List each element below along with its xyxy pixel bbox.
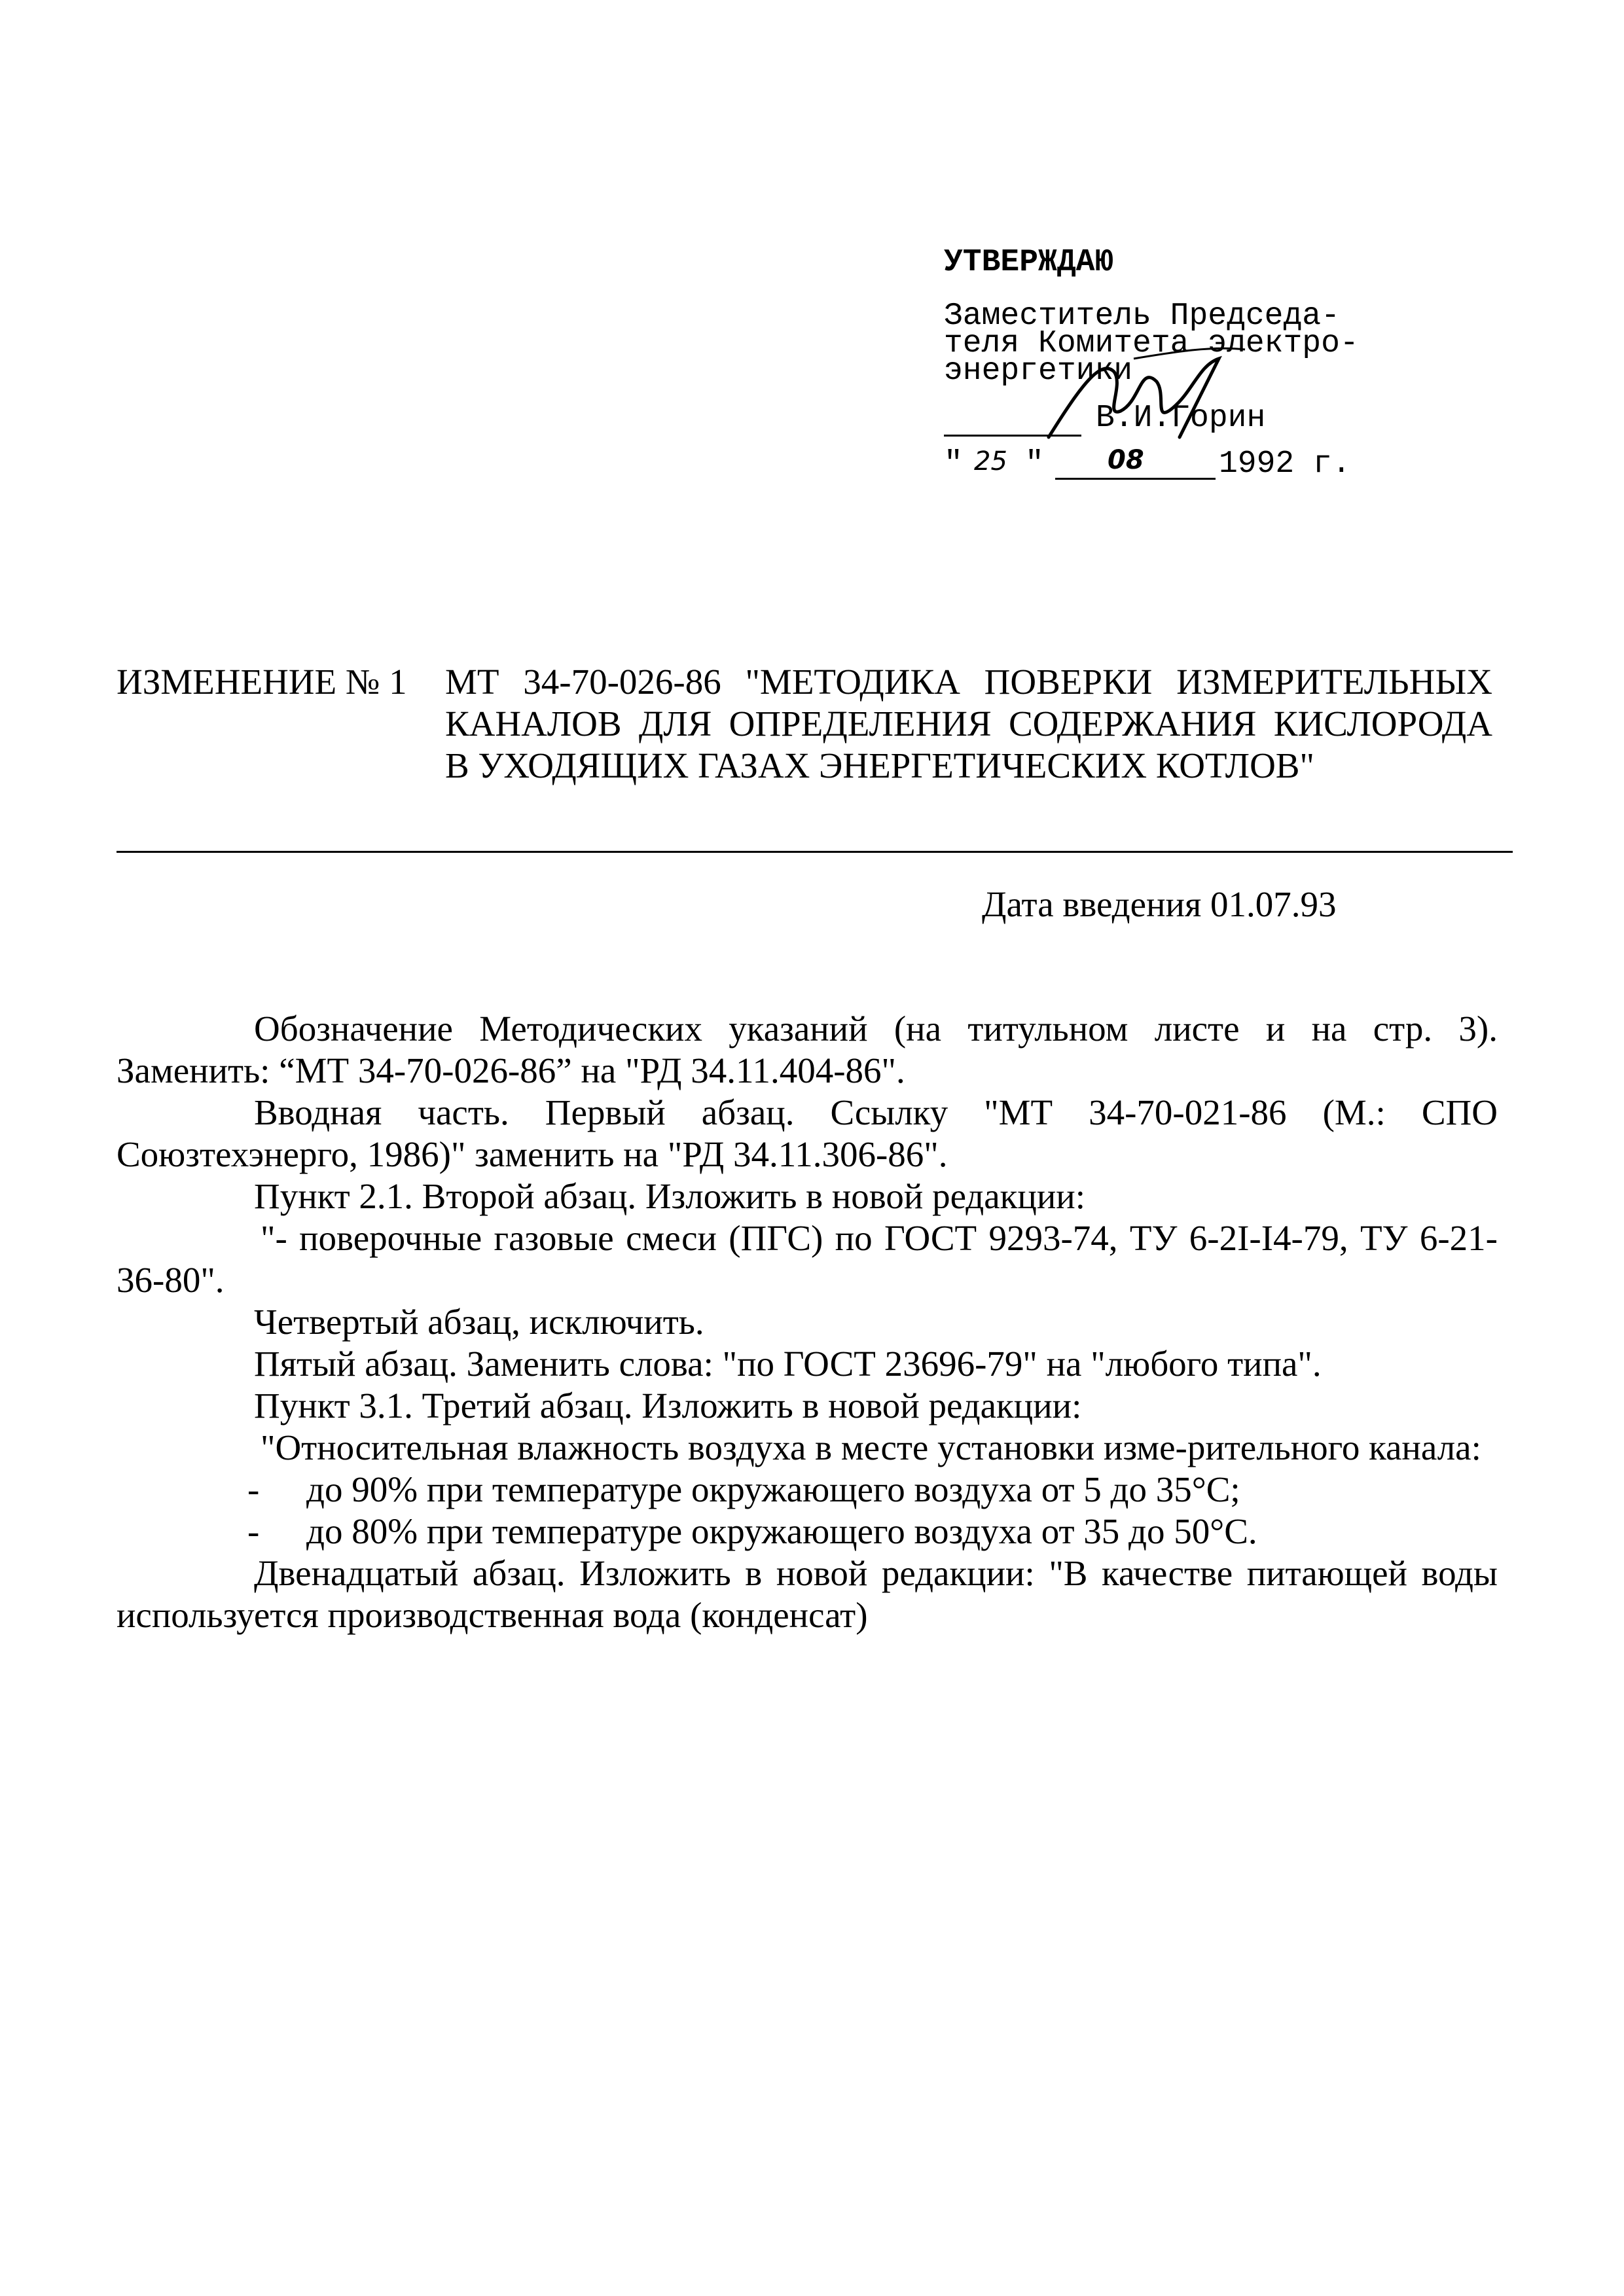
- paragraph-humidity: "Относительная влажность воздуха в месте установки изме-рительного канала:: [261, 1427, 1481, 1467]
- paragraph-introduction: Вводная часть. Первый абзац. Ссылку "МТ 34-70-021-86 (М.: СПО Союзтехэнерго, 1986)" заменить на "РД 34.11.306-86".: [117, 1092, 1498, 1174]
- paragraph-designation: Обозначение Методических указаний (на титульном листе и на стр. 3). Заменить: “МТ 34-70-026-86” на "РД 34.11.404-86".: [117, 1009, 1498, 1090]
- approval-stamp: [944, 247, 1402, 496]
- approval-date-year: 1992 г.: [1219, 446, 1351, 482]
- bullet-dash: -: [247, 1511, 260, 1551]
- date-quote-close: ": [1025, 446, 1044, 482]
- paragraph-fourth-excluded: Четвертый абзац, исключить.: [254, 1302, 704, 1342]
- bullet-text-90: до 90% при температуре окружающего воздуха от 5 до 35°С;: [306, 1469, 1240, 1509]
- document-title-prefix: ИЗМЕНЕНИЕ № 1: [117, 662, 407, 702]
- title-divider: [117, 851, 1513, 853]
- date-underline: [1055, 478, 1216, 480]
- paragraph-gas-mixtures: "- поверочные газовые смеси (ПГС) по ГОСТ 9293-74, ТУ 6-2I-I4-79, ТУ 6-21-36-80".: [117, 1218, 1498, 1300]
- paragraph-fifth-replace: Пятый абзац. Заменить слова: "по ГОСТ 23696-79" на "любого типа".: [254, 1344, 1322, 1384]
- document-body: [117, 1008, 1498, 1636]
- introduction-date: Дата введения 01.07.93: [982, 884, 1337, 924]
- bullet-text-80: до 80% при температуре окружающего воздуха от 35 до 50°С.: [306, 1511, 1257, 1551]
- approval-heading: УТВЕРЖДАЮ: [944, 245, 1114, 280]
- approval-position-line-1: Заместитель Председа-: [944, 298, 1340, 334]
- approval-date-month: 08: [1108, 445, 1144, 475]
- bullet-dash: -: [247, 1469, 260, 1509]
- approval-position-line-2: теля Комитета электро-: [944, 326, 1359, 361]
- paragraph-item-3-1: Пункт 3.1. Третий абзац. Изложить в новой редакции:: [254, 1386, 1082, 1426]
- signature-underline: [944, 435, 1081, 437]
- approval-name-row: [944, 402, 1402, 441]
- approval-date-day: 25: [974, 446, 1007, 476]
- approval-position-line-3: энергетики: [944, 353, 1133, 389]
- approver-name: В.И.Горин: [1096, 401, 1266, 436]
- paragraph-twelfth: Двенадцатый абзац. Изложить в новой редакции: "В качестве питающей воды используется производственная вода (конденсат): [117, 1553, 1498, 1635]
- document-title: МТ 34-70-026-86 "МЕТОДИКА ПОВЕРКИ ИЗМЕРИТЕЛЬНЫХ КАНАЛОВ ДЛЯ ОПРЕДЕЛЕНИЯ СОДЕРЖАНИЯ КИСЛОРОДА В УХОДЯЩИХ ГАЗАХ ЭНЕРГЕТИЧЕСКИХ КОТЛОВ": [445, 662, 1492, 785]
- list-item: [117, 1469, 1498, 1511]
- approval-date-row: [944, 445, 1402, 488]
- paragraph-item-2-1: Пункт 2.1. Второй абзац. Изложить в новой редакции:: [254, 1176, 1085, 1216]
- list-item: [117, 1511, 1498, 1552]
- date-quote-open: ": [944, 446, 963, 482]
